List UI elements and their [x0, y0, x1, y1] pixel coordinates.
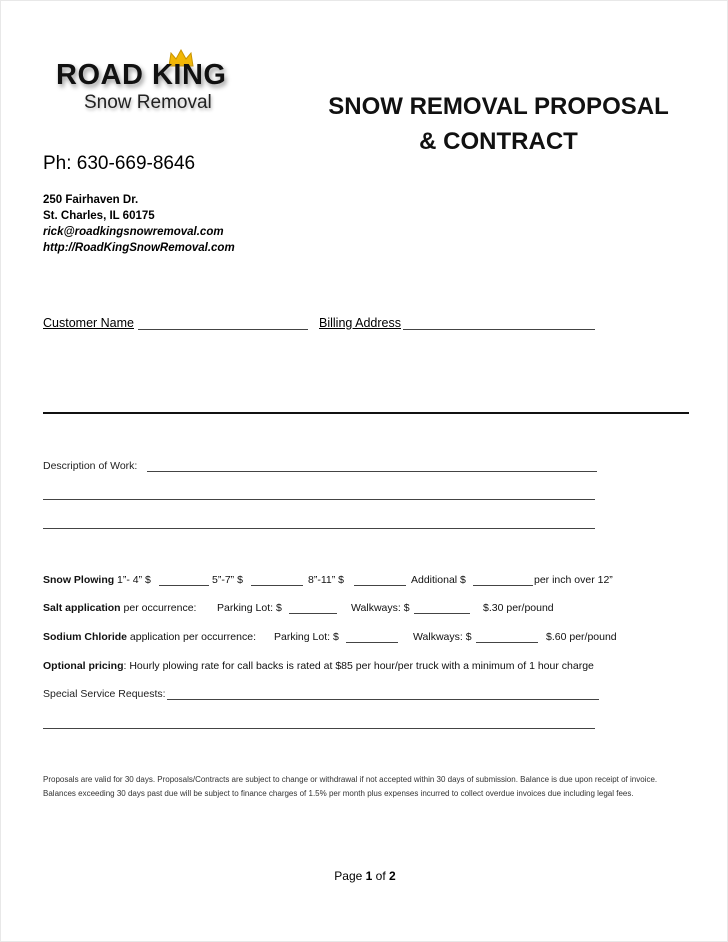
customer-name-field[interactable]	[138, 329, 308, 330]
description-field-line1[interactable]	[147, 471, 597, 472]
website-link[interactable]: http://RoadKingSnowRemoval.com	[43, 242, 235, 254]
sodium-chloride-label: Sodium Chloride	[43, 631, 127, 643]
salt-walkways-label: Walkways: $	[351, 602, 410, 614]
plowing-rate-2-field[interactable]	[251, 585, 303, 586]
address-city: St. Charles, IL 60175	[43, 210, 155, 222]
logo-wordmark: ROAD KING	[56, 59, 227, 91]
billing-address-field[interactable]	[403, 329, 595, 330]
special-requests-label: Special Service Requests:	[43, 688, 166, 700]
road-king-logo	[56, 49, 256, 119]
sodium-parking-field[interactable]	[346, 642, 398, 643]
plowing-additional-field[interactable]	[473, 585, 533, 586]
customer-name-label: Customer Name	[43, 316, 134, 330]
plowing-rate-1-label: 1”- 4” $	[117, 574, 151, 586]
optional-pricing-label: Optional pricing	[43, 660, 124, 672]
optional-pricing-text: : Hourly plowing rate for call backs is rated at $85 per hour/per truck with a minimum of 1 hour charge	[123, 660, 594, 672]
phone-number: Ph: 630-669-8646	[43, 153, 196, 174]
salt-parking-label: Parking Lot: $	[217, 602, 282, 614]
plowing-rate-2-label: 5”-7” $	[212, 574, 243, 586]
billing-address-label: Billing Address	[319, 316, 401, 330]
document-title-line1: SNOW REMOVAL PROPOSAL	[328, 93, 669, 120]
plowing-rate-3-field[interactable]	[354, 585, 406, 586]
salt-application-row	[43, 602, 196, 614]
document-title-line2: & CONTRACT	[419, 128, 578, 155]
page-number	[1, 869, 728, 883]
salt-walkways-field[interactable]	[414, 613, 470, 614]
sodium-chloride-suffix: application per occurrence:	[127, 631, 256, 643]
snow-plowing-label: Snow Plowing	[43, 574, 115, 586]
address-street: 250 Fairhaven Dr.	[43, 194, 139, 206]
sodium-price: $.60 per/pound	[546, 631, 617, 643]
special-requests-field-line1[interactable]	[167, 699, 599, 700]
sodium-walkways-field[interactable]	[476, 642, 538, 643]
plowing-additional-suffix: per inch over 12”	[534, 574, 613, 586]
description-label: Description of Work:	[43, 460, 138, 472]
page-of: of	[372, 869, 390, 883]
terms-fine-print: Proposals are valid for 30 days. Proposals/Contracts are subject to change or withdrawal if not accepted within 30 days of submission. Balance is due upon receipt of invoice. Balances exceeding 30 days past due will be subject to finance charges of 1.5% per month plus expenses incurred to collect overdue invoices due including legal fees.	[43, 775, 658, 798]
salt-application-suffix: per occurrence:	[120, 602, 197, 614]
special-requests-field-line2[interactable]	[43, 728, 595, 729]
salt-application-label: Salt application	[43, 602, 121, 614]
page-total: 2	[389, 869, 396, 883]
logo-subtitle: Snow Removal	[84, 92, 212, 113]
plowing-rate-1-field[interactable]	[159, 585, 209, 586]
plowing-rate-3-label: 8”-11” $	[308, 574, 344, 586]
section-divider	[43, 412, 689, 414]
page-current: 1	[365, 869, 373, 883]
page-prefix: Page	[334, 869, 366, 883]
sodium-walkways-label: Walkways: $	[413, 631, 472, 643]
snow-plowing-row	[43, 574, 114, 586]
optional-pricing-row	[43, 660, 594, 672]
sodium-chloride-row	[43, 631, 256, 643]
description-field-line2[interactable]	[43, 499, 595, 500]
description-field-line3[interactable]	[43, 528, 595, 529]
plowing-additional-label: Additional $	[411, 574, 466, 586]
salt-price: $.30 per/pound	[483, 602, 554, 614]
salt-parking-field[interactable]	[289, 613, 337, 614]
sodium-parking-label: Parking Lot: $	[274, 631, 339, 643]
email-link[interactable]: rick@roadkingsnowremoval.com	[43, 226, 224, 238]
